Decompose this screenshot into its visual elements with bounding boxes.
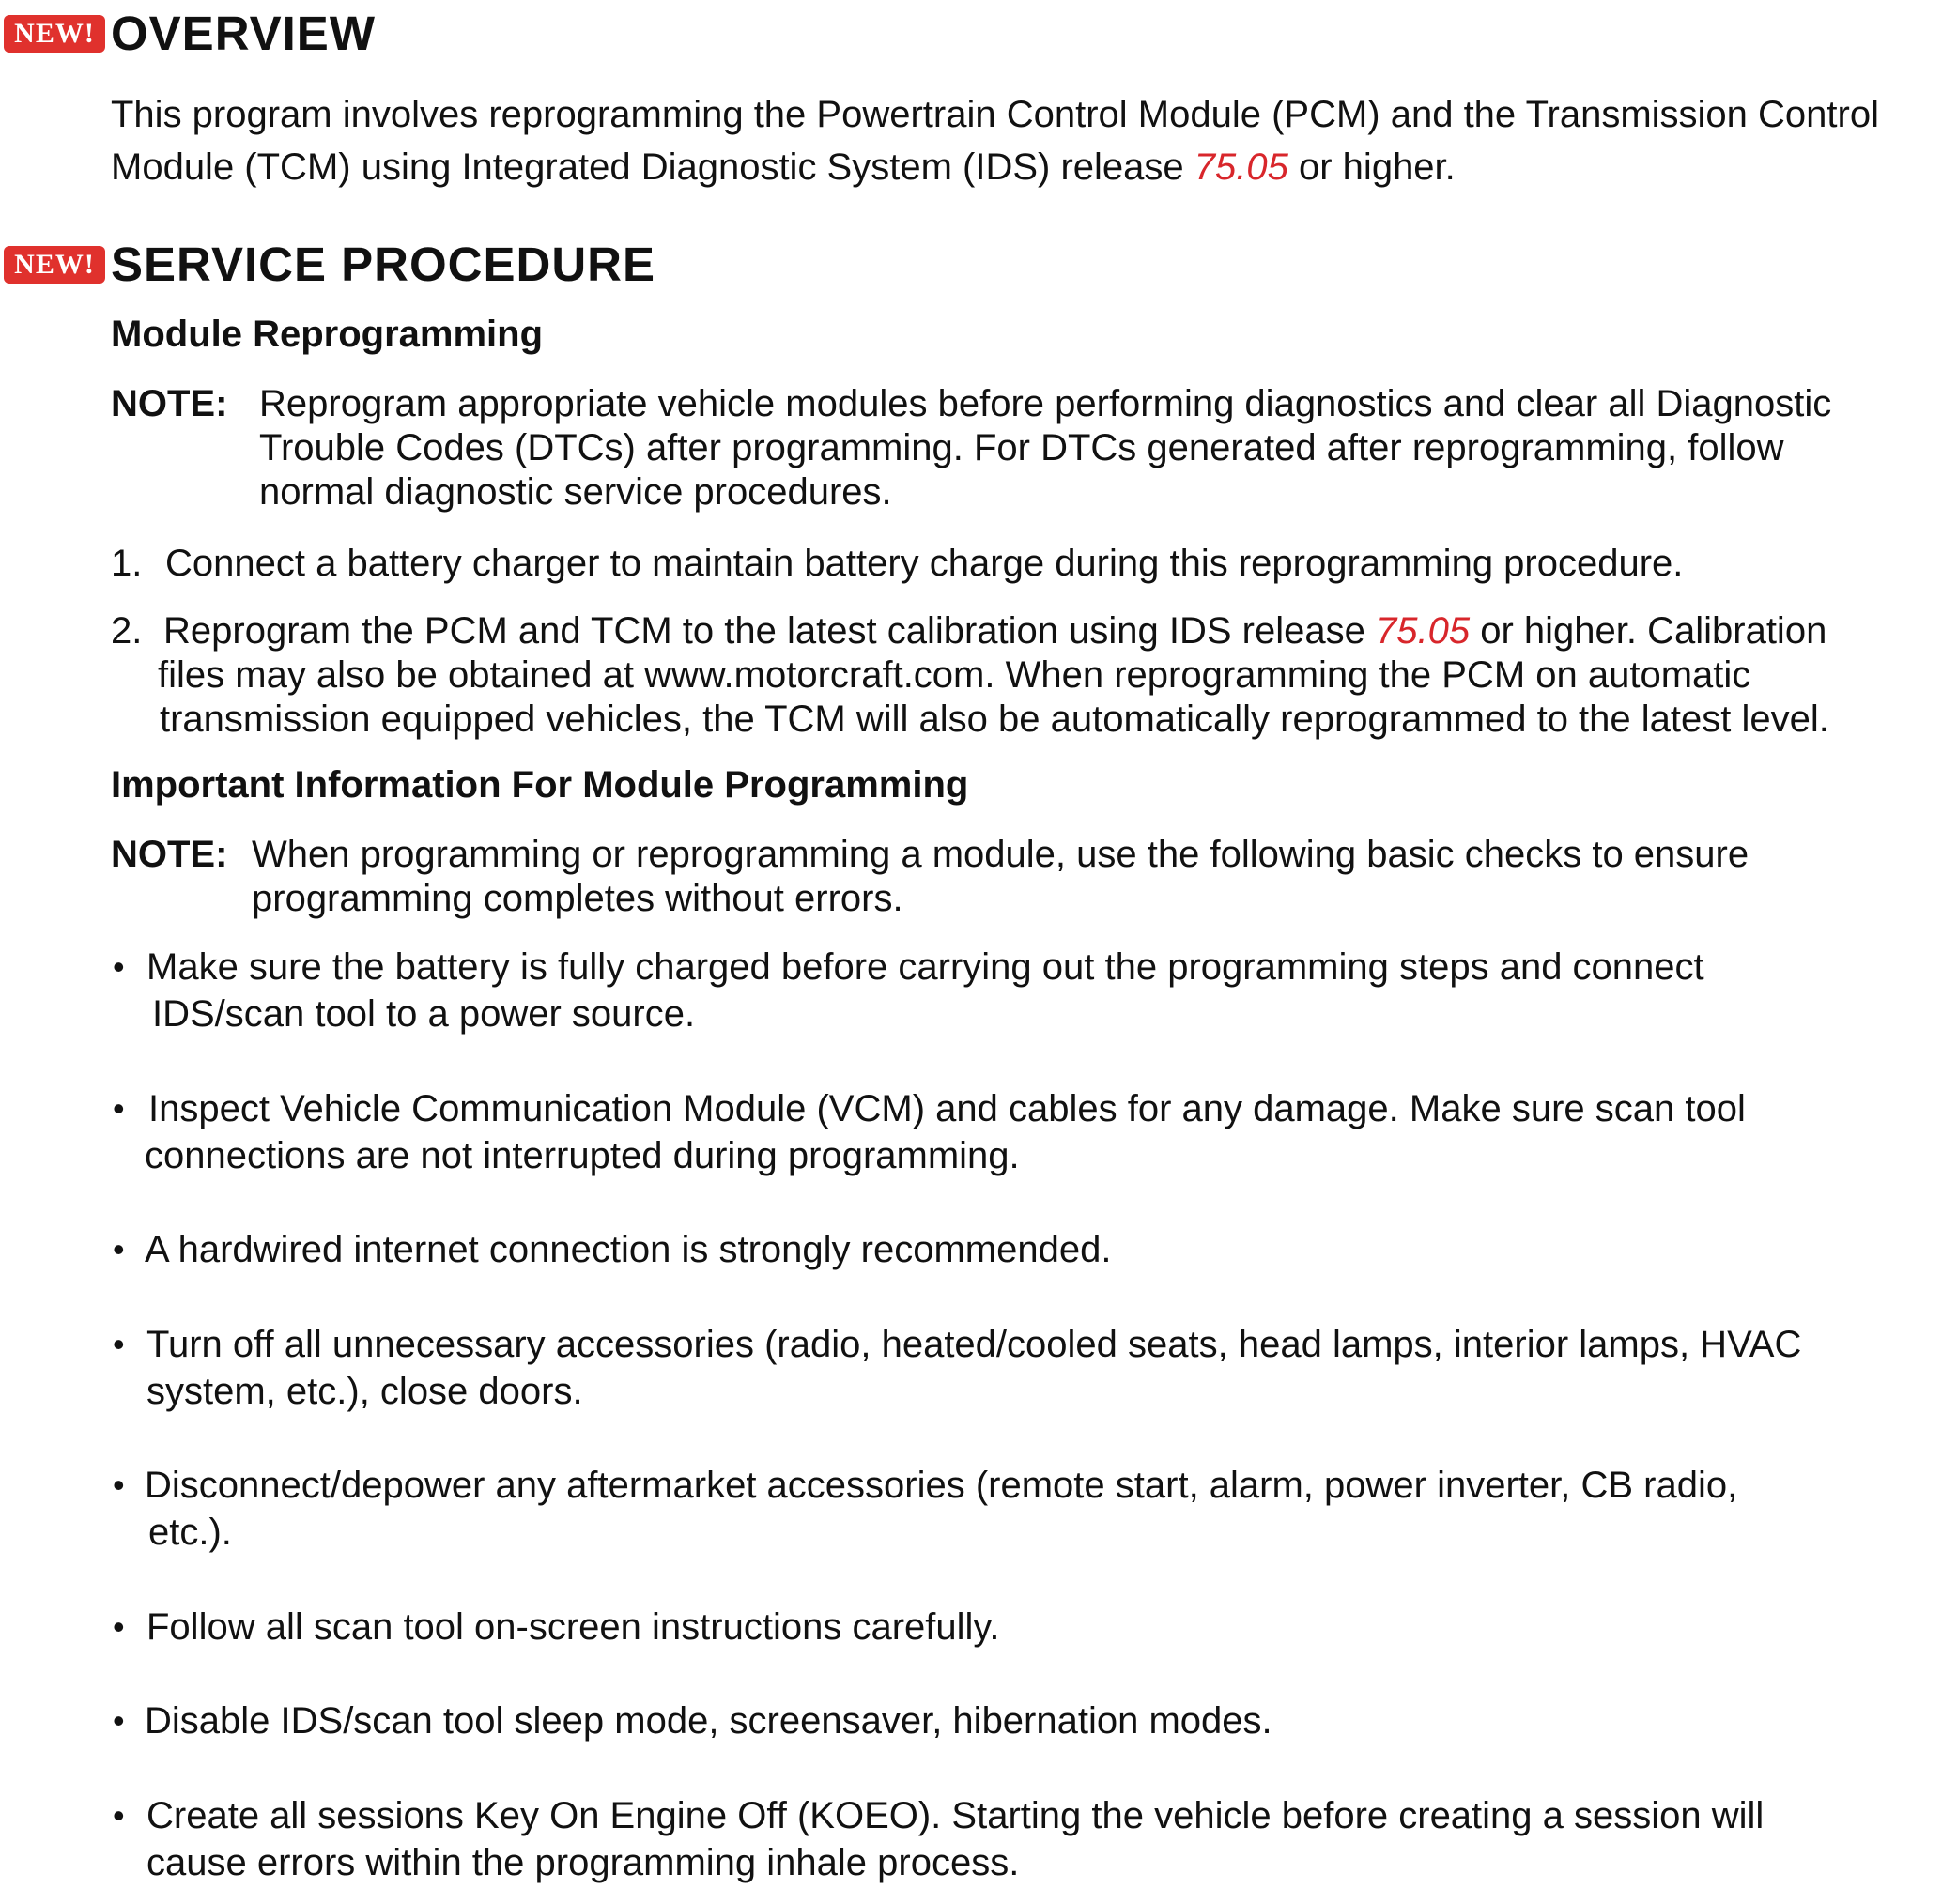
new-badge: NEW!: [4, 15, 105, 53]
bullet-line: cause errors within the programming inhale process.: [146, 1842, 1020, 1883]
new-badge: NEW!: [4, 246, 105, 284]
ids-release-version: 75.05: [1375, 610, 1471, 652]
overview-heading: OVERVIEW: [111, 7, 376, 60]
step-2-line-3: transmission equipped vehicles, the TCM will also be automatically reprogrammed to the latest level.: [160, 699, 1829, 740]
bullet-line: system, etc.), close doors.: [146, 1371, 583, 1412]
bullet-line: Follow all scan tool on-screen instructions carefully.: [146, 1606, 1000, 1648]
bullet-line: Create all sessions Key On Engine Off (KOEO). Starting the vehicle before creating a session will: [146, 1795, 1765, 1836]
overview-line-1: This program involves reprogramming the Powertrain Control Module (PCM) and the Transmission Control: [111, 94, 1879, 135]
step-number: 2.: [111, 610, 143, 652]
bullet-line: A hardwired internet connection is strongly recommended.: [145, 1229, 1112, 1270]
bullet-marker: •: [113, 1230, 125, 1268]
ids-release-version: 75.05: [1194, 146, 1288, 188]
bullet-line: Make sure the battery is fully charged before carrying out the programming steps and connect: [146, 946, 1704, 988]
step-2-line-2: files may also be obtained at www.motorcraft.com. When reprogramming the PCM on automatic: [158, 654, 1751, 696]
note-line: When programming or reprogramming a module, use the following basic checks to ensure: [252, 834, 1749, 875]
step-2-line-1: [163, 608, 1826, 653]
bullet-marker: •: [113, 1701, 125, 1740]
bullet-marker: •: [113, 1607, 125, 1646]
bullet-line: Disconnect/depower any aftermarket accessories (remote start, alarm, power inverter, CB radio,: [145, 1465, 1738, 1506]
note-label: NOTE:: [111, 834, 228, 875]
important-info-heading: Important Information For Module Programming: [111, 764, 969, 806]
overview-line-2-tail: or higher.: [1287, 146, 1456, 188]
step-1-text: Connect a battery charger to maintain battery charge during this reprogramming procedure.: [165, 543, 1684, 584]
bullet-line: etc.).: [148, 1512, 232, 1553]
overview-line-2: [111, 145, 1456, 190]
step-number: 1.: [111, 543, 143, 584]
bullet-line: Inspect Vehicle Communication Module (VCM) and cables for any damage. Make sure scan tool: [148, 1088, 1746, 1129]
note-label: NOTE:: [111, 383, 228, 424]
bullet-line: Turn off all unnecessary accessories (radio, heated/cooled seats, head lamps, interior lamps, HVAC: [146, 1324, 1802, 1365]
note-line: normal diagnostic service procedures.: [259, 471, 892, 513]
bullet-line: Disable IDS/scan tool sleep mode, screensaver, hibernation modes.: [145, 1700, 1272, 1742]
service-procedure-heading: SERVICE PROCEDURE: [111, 238, 656, 291]
step-2-text-tail: or higher. Calibration: [1470, 610, 1827, 652]
note-line: programming completes without errors.: [252, 878, 903, 919]
module-reprogramming-heading: Module Reprogramming: [111, 314, 544, 355]
bullet-marker: •: [113, 1325, 125, 1363]
step-2-text: Reprogram the PCM and TCM to the latest calibration using IDS release: [163, 610, 1376, 652]
bullet-marker: •: [113, 1796, 125, 1835]
bullet-line: connections are not interrupted during programming.: [145, 1135, 1020, 1176]
overview-line-2-text: Module (TCM) using Integrated Diagnostic System (IDS) release: [111, 146, 1194, 188]
bullet-marker: •: [113, 1089, 125, 1128]
note-line: Reprogram appropriate vehicle modules before performing diagnostics and clear all Diagnostic: [259, 383, 1832, 424]
bullet-marker: •: [113, 947, 125, 986]
note-line: Trouble Codes (DTCs) after programming. For DTCs generated after reprogramming, follow: [259, 427, 1784, 468]
bullet-line: IDS/scan tool to a power source.: [152, 993, 696, 1035]
bullet-marker: •: [113, 1466, 125, 1504]
